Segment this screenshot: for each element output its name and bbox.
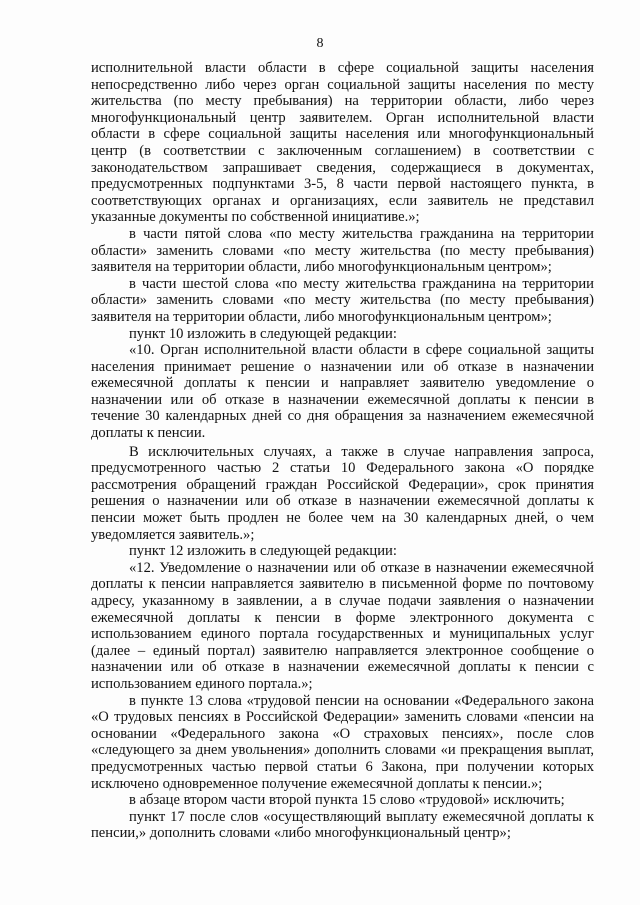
- paragraph-2: в части пятой слова «по месту жительства гражданина на территории области» заменить словами «по месту жительства (по месту пребывания) заявителя на территории области, либо многофункциональным центром»;: [91, 225, 594, 276]
- page-number: 8: [316, 36, 324, 51]
- paragraph-8: «12. Уведомление о назначении или об отказе в назначении ежемесячной доплаты к пенсии направляется заявителю в письменной форме по почтовому адресу, указанному в заявлении, а в случае подачи заявления о назначении ежемесячной доплаты к пенсии в форме электронного документа с использованием единого портала государственных и муниципальных услуг (далее – единый портал) заявителю направляется электронное сообщение о назначении или об отказе в назначении ежемесячной доплаты к пенсии с использованием единого портала.»;: [91, 559, 594, 692]
- paragraph-9: в пункте 13 слова «трудовой пенсии на основании «Федерального закона «О трудовых пенсиях в Российской Федерации» заменить словами «пенсии на основании «Федерального закона «О страховых пенсиях», после слов «следующего за днем увольнения» дополнить словами «и прекращения выплат, предусмотренных частью первой статьи 6 Закона, при получении которых исключено одновременное получение ежемесячной доплаты к пенсии.»;: [91, 692, 594, 792]
- paragraph-1: исполнительной власти области в сфере социальной защиты населения непосредственно либо через орган социальной защиты населения по месту жительства (по месту пребывания) на территории области, либо через многофункциональный центр заявителем. Орган исполнительной власти области в сфере социальной защиты населения или многофункциональный центр (в соответствии с заключенным соглашением) в соответствии с законодательством запрашивает сведения, содержащиеся в документах, предусмотренных подпунктами 3-5, 8 части первой настоящего пункта, в соответствующих органах и организациях, если заявитель не представил указанные документы по собственной инициативе.»;: [91, 60, 594, 226]
- paragraph-4: пункт 10 изложить в следующей редакции:: [129, 325, 397, 342]
- paragraph-6: В исключительных случаях, а также в случае направления запроса, предусмотренного частью 2 статьи 10 Федерального закона «О порядке рассмотрения обращений граждан Российской Федерации», срок принятия решения о назначении или об отказе в назначении ежемесячной доплаты к пенсии может быть продлен не более чем на 30 календарных дней, о чем уведомляется заявитель.»;: [91, 443, 594, 543]
- paragraph-5: «10. Орган исполнительной власти области в сфере социальной защиты населения принимает решение о назначении или об отказе в назначении ежемесячной доплаты к пенсии и направляет заявителю уведомление о назначении или об отказе в назначении ежемесячной доплаты к пенсии в течение 30 календарных дней со дня обращения за назначением ежемесячной доплаты к пенсии.: [91, 342, 594, 442]
- document-body: [91, 60, 594, 842]
- paragraph-10: в абзаце втором части второй пункта 15 слово «трудовой» исключить;: [129, 792, 565, 809]
- paragraph-11: пункт 17 после слов «осуществляющий выплату ежемесячной доплаты к пенсии,» дополнить словами «либо многофункциональный центр»;: [91, 808, 594, 842]
- paragraph-3: в части шестой слова «по месту жительства гражданина на территории области» заменить словами «по месту жительства (по месту пребывания) заявителя на территории области, либо многофункциональным центром»;: [91, 275, 594, 325]
- paragraph-7: пункт 12 изложить в следующей редакции:: [129, 543, 397, 560]
